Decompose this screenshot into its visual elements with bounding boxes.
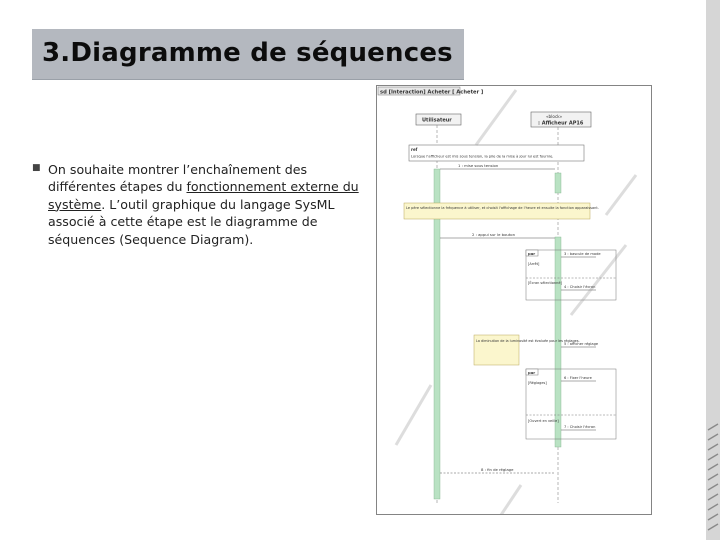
sequence-diagram — [376, 85, 652, 515]
message-label-3: 3 : bascule de mode — [564, 252, 601, 256]
message-label-6: 6 : Fixer l'heure — [564, 376, 592, 380]
par-1-guard-2: [Écran sélectionné] — [528, 281, 562, 285]
message-label-1: 1 : mise sous tension — [458, 163, 499, 168]
system-stereotype: «block» — [546, 114, 563, 119]
bullet-text — [48, 161, 372, 248]
message-label-5: 5 : afficher réglage — [564, 342, 599, 346]
diagram-header: sd [Interaction] Acheter [ Acheter ] — [380, 89, 484, 96]
actor-label: Utilisateur — [422, 117, 452, 124]
bullet-marker: ■ — [32, 163, 41, 173]
ref-text: Lorsque l'afficheur est mis sous tension, la pile de la mise à jour lui est fournie. — [411, 154, 554, 159]
message-label-2: 2 : appui sur le bouton — [472, 232, 516, 237]
system-activation-1 — [555, 173, 561, 193]
message-label-7: 7 : Choisir l'écran — [564, 425, 596, 429]
bullet-text-part1: On souhaite montrer l’enchaînement des différentes étapes du — [48, 162, 308, 195]
ref-fragment — [409, 145, 584, 161]
par-1-label: par — [528, 251, 536, 256]
bullet-text-underlined: fonctionnement externe du système — [48, 179, 359, 212]
par-2-guard-1: [Réglages] — [528, 381, 547, 385]
note-1-text: Le père sélectionne la fréquence à utiliser, et choisit l'affichage de l'heure et ensuite la fonction apparaissant. — [406, 206, 599, 210]
system-label: : Afficheur AP16 — [538, 120, 584, 127]
par-2-guard-2: [Ouvert en veille] — [528, 419, 559, 423]
title-underline — [32, 79, 464, 80]
message-label-8: 8 : fin de réglage — [481, 467, 514, 472]
note-2-text: La diminution de la luminosité est évaluée pour les réglages. — [476, 339, 580, 343]
slide-title: 3.Diagramme de séquences — [42, 38, 453, 68]
bullet-text-part2: . L’outil graphique du langage SysML associé à cette étape est le diagramme de séquences (Sequence Diagram). — [48, 196, 335, 247]
ref-label: ref — [411, 147, 418, 152]
message-label-4: 4 : Choisir l'écran — [564, 285, 596, 289]
edge-stripe — [700, 0, 720, 540]
bullet-item — [32, 161, 372, 248]
par-1-guard-1: [Arrêt] — [528, 262, 540, 266]
par-2-label: par — [528, 370, 536, 375]
